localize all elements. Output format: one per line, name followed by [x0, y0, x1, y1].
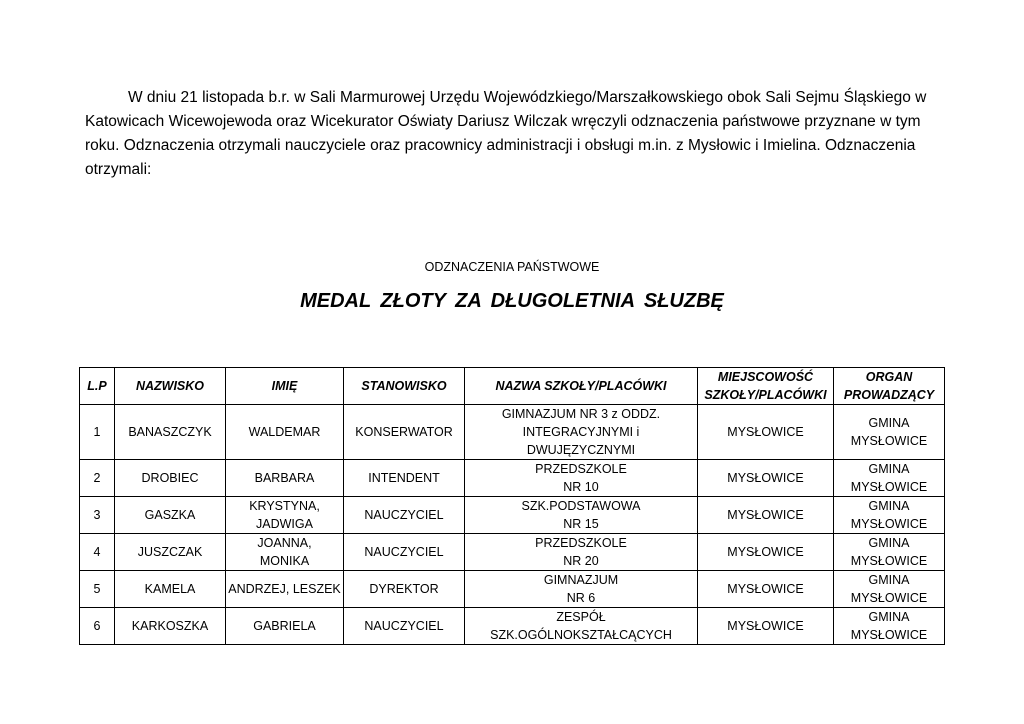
- cell-position-text: NAUCZYCIEL: [364, 508, 444, 522]
- awards-table: [79, 367, 945, 645]
- cell-locality: [698, 405, 834, 460]
- cell-first-name: [226, 497, 344, 534]
- cell-authority-text: GMINA: [868, 610, 910, 624]
- table-row: [80, 497, 945, 534]
- cell-position-text: NAUCZYCIEL: [364, 545, 444, 559]
- cell-position: [344, 608, 465, 645]
- cell-school: [465, 460, 698, 497]
- cell-locality-text: MYSŁOWICE: [727, 425, 804, 439]
- cell-lp: [80, 608, 115, 645]
- cell-lp-text: 3: [93, 508, 101, 522]
- cell-lp-text: 1: [93, 425, 101, 439]
- cell-authority: [834, 460, 945, 497]
- header-locality-line: MIEJSCOWOŚĆ: [717, 370, 814, 384]
- cell-authority-text: GMINA: [868, 416, 910, 430]
- cell-school-text: NR 10: [563, 480, 599, 494]
- cell-school-text: ZESPÓŁ SZK.OGÓLNOKSZTAŁCĄCYCH: [490, 610, 672, 642]
- table-row: [80, 534, 945, 571]
- header-position: STANOWISKO: [344, 368, 465, 405]
- cell-position: [344, 460, 465, 497]
- cell-locality: [698, 608, 834, 645]
- cell-surname-text: KARKOSZKA: [131, 619, 209, 633]
- cell-lp: [80, 405, 115, 460]
- intro-line: Katowicach Wicewojewoda oraz Wicekurator Oświaty Dariusz Wilczak wręczyli odznaczenia państwowe przyznane w tym: [85, 113, 921, 130]
- cell-school: [465, 608, 698, 645]
- cell-surname: [115, 608, 226, 645]
- cell-lp: [80, 571, 115, 608]
- cell-surname-text: DROBIEC: [141, 471, 199, 485]
- section-label: ODZNACZENIA PAŃSTWOWE: [424, 260, 600, 274]
- cell-authority-text: GMINA: [868, 536, 910, 550]
- cell-lp-text: 2: [93, 471, 101, 485]
- cell-authority-text: MYSŁOWICE: [850, 554, 928, 568]
- cell-lp-text: 4: [93, 545, 101, 559]
- cell-school-text: NR 20: [563, 554, 599, 568]
- cell-first-name: [226, 571, 344, 608]
- cell-school: [465, 571, 698, 608]
- cell-authority-text: MYSŁOWICE: [850, 628, 928, 642]
- cell-school-text: NR 6: [566, 591, 596, 605]
- cell-locality: [698, 497, 834, 534]
- header-authority: [834, 368, 945, 405]
- cell-locality-text: MYSŁOWICE: [727, 508, 804, 522]
- cell-surname: [115, 497, 226, 534]
- header-locality: [698, 368, 834, 405]
- cell-school: [465, 405, 698, 460]
- cell-first-name-text: JADWIGA: [256, 517, 313, 531]
- cell-authority-text: GMINA: [868, 573, 910, 587]
- intro-line: roku. Odznaczenia otrzymali nauczyciele oraz pracownicy administracji i obsługi m.in. z Mysłowic i Imielina. Odznaczenia: [85, 137, 916, 154]
- cell-surname-text: GASZKA: [144, 508, 196, 522]
- cell-locality: [698, 571, 834, 608]
- header-locality-line: SZKOŁY/PLACÓWKI: [704, 388, 827, 402]
- document-title: MEDAL ZŁOTY ZA DŁUGOLETNIA SŁUZBĘ: [300, 290, 724, 312]
- cell-position: [344, 534, 465, 571]
- cell-school-text: PRZEDSZKOLE: [535, 462, 627, 476]
- cell-surname: [115, 405, 226, 460]
- cell-school: [465, 534, 698, 571]
- header-authority-line: PROWADZĄCY: [843, 388, 935, 402]
- cell-lp-text: 5: [93, 582, 101, 596]
- header-authority-line: ORGAN: [865, 370, 913, 384]
- cell-locality-text: MYSŁOWICE: [727, 619, 804, 633]
- cell-locality-text: MYSŁOWICE: [727, 545, 804, 559]
- cell-first-name-text: WALDEMAR: [248, 425, 321, 439]
- cell-school-text: NR 15: [563, 517, 599, 531]
- cell-school: [465, 497, 698, 534]
- cell-surname: [115, 460, 226, 497]
- cell-lp: [80, 497, 115, 534]
- header-first-name: IMIĘ: [226, 368, 344, 405]
- header-lp: L.P: [80, 368, 115, 405]
- cell-lp: [80, 534, 115, 571]
- cell-school-text: PRZEDSZKOLE: [535, 536, 627, 550]
- cell-surname-text: KAMELA: [144, 582, 196, 596]
- table-row: [80, 608, 945, 645]
- cell-surname: [115, 571, 226, 608]
- table-row: [80, 571, 945, 608]
- cell-authority: [834, 405, 945, 460]
- cell-first-name-text: JOANNA,: [257, 536, 312, 550]
- cell-lp-text: 6: [93, 619, 101, 633]
- cell-position: [344, 571, 465, 608]
- cell-first-name: [226, 608, 344, 645]
- intro-line: otrzymali:: [85, 161, 152, 178]
- cell-locality: [698, 534, 834, 571]
- cell-authority-text: GMINA: [868, 499, 910, 513]
- cell-locality: [698, 460, 834, 497]
- cell-authority: [834, 608, 945, 645]
- cell-first-name: [226, 460, 344, 497]
- cell-authority-text: MYSŁOWICE: [850, 591, 928, 605]
- cell-first-name-text: GABRIELA: [253, 619, 316, 633]
- cell-locality-text: MYSŁOWICE: [727, 582, 804, 596]
- cell-position: [344, 405, 465, 460]
- cell-school-text: GIMNAZJUM NR 3 z ODDZ.: [501, 407, 661, 421]
- table-row: [80, 460, 945, 497]
- cell-locality-text: MYSŁOWICE: [727, 471, 804, 485]
- cell-position-text: INTENDENT: [368, 471, 440, 485]
- cell-surname-text: BANASZCZYK: [128, 425, 212, 439]
- cell-authority-text: GMINA: [868, 462, 910, 476]
- cell-school-text: GIMNAZJUM: [543, 573, 619, 587]
- cell-authority: [834, 497, 945, 534]
- cell-school-text: INTEGRACYJNYMI i DWUJĘZYCZNYMI: [522, 425, 640, 457]
- cell-first-name: [226, 405, 344, 460]
- cell-position-text: KONSERWATOR: [355, 425, 453, 439]
- table-body: [80, 405, 945, 645]
- cell-position-text: DYREKTOR: [369, 582, 439, 596]
- cell-authority: [834, 534, 945, 571]
- cell-authority-text: MYSŁOWICE: [850, 434, 928, 448]
- table-row: [80, 405, 945, 460]
- cell-first-name-text: BARBARA: [254, 471, 315, 485]
- cell-first-name-text: MONIKA: [259, 554, 310, 568]
- cell-first-name: [226, 534, 344, 571]
- cell-position: [344, 497, 465, 534]
- cell-authority: [834, 571, 945, 608]
- cell-school-text: SZK.PODSTAWOWA: [521, 499, 641, 513]
- cell-lp: [80, 460, 115, 497]
- intro-line: W dniu 21 listopada b.r. w Sali Marmurowej Urzędu Wojewódzkiego/Marszałkowskiego obok Sali Sejmu Śląskiego w: [128, 89, 927, 106]
- table-header-row: [80, 368, 945, 405]
- cell-first-name-text: ANDRZEJ, LESZEK: [228, 582, 341, 596]
- cell-authority-text: MYSŁOWICE: [850, 480, 928, 494]
- cell-surname-text: JUSZCZAK: [137, 545, 203, 559]
- cell-first-name-text: KRYSTYNA,: [249, 499, 320, 513]
- cell-surname: [115, 534, 226, 571]
- cell-authority-text: MYSŁOWICE: [850, 517, 928, 531]
- header-school: NAZWA SZKOŁY/PLACÓWKI: [465, 368, 698, 405]
- intro-paragraph: [85, 86, 940, 182]
- cell-position-text: NAUCZYCIEL: [364, 619, 444, 633]
- header-surname: NAZWISKO: [115, 368, 226, 405]
